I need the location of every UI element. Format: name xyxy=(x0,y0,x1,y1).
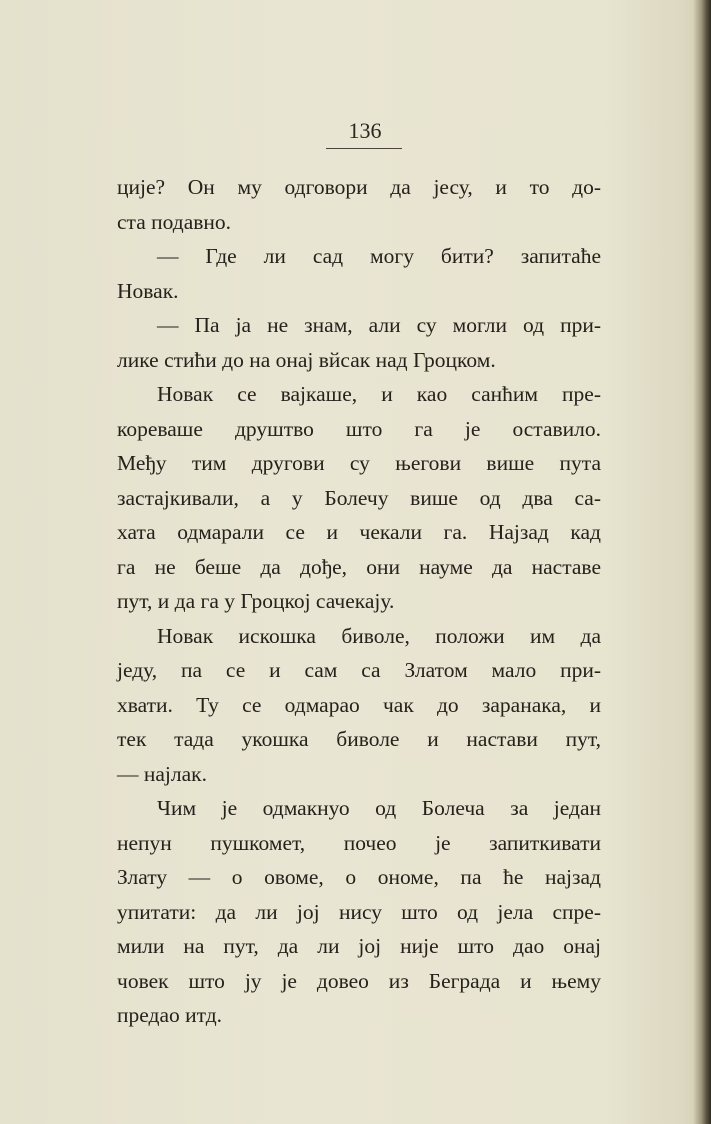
text-line: Новак. xyxy=(117,278,179,303)
text-line: — Где ли сад могу бити? запитаће xyxy=(157,244,601,268)
text-line: пут, и да га у Гроцкој сачекају. xyxy=(117,589,395,613)
text-line: Међу тим другови су његови више пута xyxy=(117,451,601,475)
text-line: непун пушкомет, почео је запиткивати xyxy=(117,830,601,855)
text-line: ције? Он му одговори да јесу, и то до- xyxy=(117,175,601,199)
text-line: тек тада укошка биволе и настави пут, xyxy=(117,727,601,751)
page-edge-shadow xyxy=(693,0,711,1124)
page-number-rule xyxy=(326,148,402,149)
text-line: — Па ја не знам, али су могли од при- xyxy=(157,313,601,337)
text-line: мили на пут, да ли јој није што дао онај xyxy=(117,934,601,958)
text-line: упитати: да ли јој нису што од јела спре- xyxy=(117,899,601,924)
text-line: једу, па се и сам са Златом мало при- xyxy=(117,658,601,682)
text-line: га не беше да дође, они науме да наставе xyxy=(117,554,601,579)
text-line: ста подавно. xyxy=(117,209,232,234)
text-line: кореваше друштво што га је оставило. xyxy=(117,416,601,441)
text-line: хата одмарали се и чекали га. Најзад кад xyxy=(117,520,601,544)
text-line: предао итд. xyxy=(117,1003,223,1027)
text-line: Новак искошка биволе, положи им да xyxy=(157,623,601,648)
body-text xyxy=(117,170,601,1033)
text-line: — најлак. xyxy=(117,761,207,786)
text-line: Злату — о овоме, о ономе, па ће најзад xyxy=(117,865,601,889)
page-number: 136 xyxy=(348,118,382,143)
text-line: застајкивали, а у Болечу више од два са- xyxy=(117,485,601,510)
text-line: хвати. Ту се одмарао чак до заранака, и xyxy=(117,692,601,717)
text-line: лике стићи до на онај вйсак над Гроцком. xyxy=(117,347,496,372)
text-line: Чим је одмакнуо од Болеча за један xyxy=(157,796,601,820)
text-line: човек што ју је довео из Беграда и њему xyxy=(117,968,601,993)
text-line: Новак се вајкаше, и као санћим пре- xyxy=(157,382,601,406)
